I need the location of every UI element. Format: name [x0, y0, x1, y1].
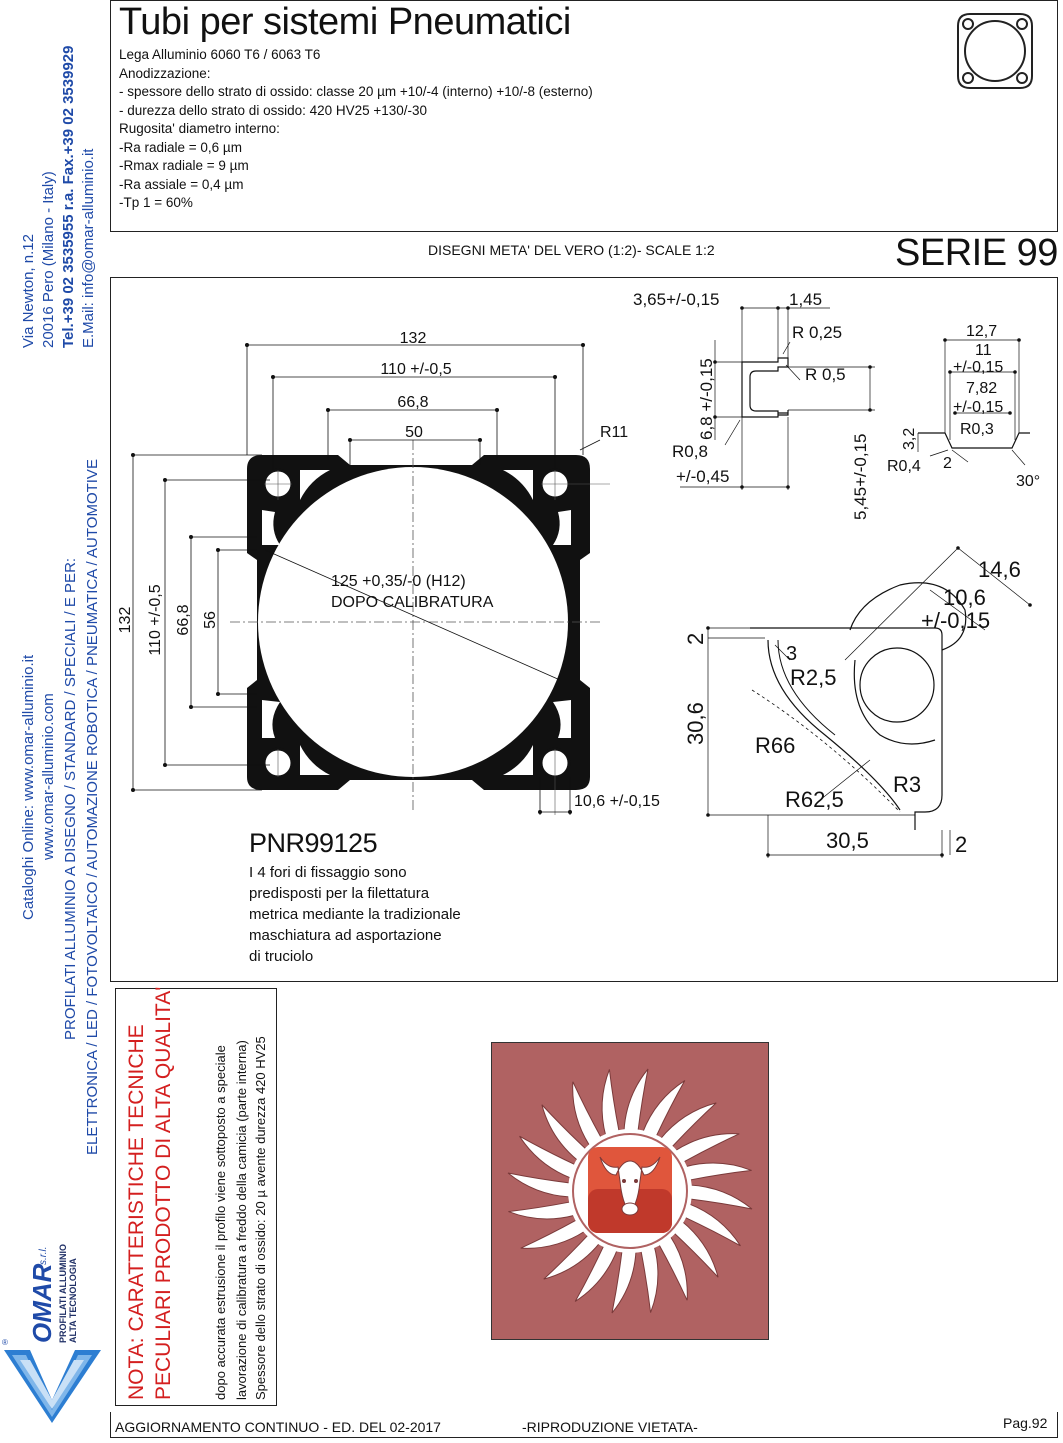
rights-note: -RIPRODUZIONE VIETATA-	[522, 1419, 698, 1435]
nota-text-2: lavorazione di calibratura a freddo della camicia (parte interna)	[234, 1040, 249, 1400]
dim-width-132: 132	[399, 330, 427, 347]
note-line: di truciolo	[249, 948, 314, 965]
sectors-line-1: PROFILATI ALLUMINIO A DISEGNO / STANDARD / SPECIALI / E PER:	[62, 557, 79, 1040]
dim-bore-note: DOPO CALIBRATURA	[331, 594, 494, 611]
spec-line: -Tp 1 = 60%	[119, 195, 193, 210]
address-line-1: Via Newton, n.12	[20, 234, 37, 348]
dim-slot-6-8: 6,8 +/-0,15	[697, 358, 716, 440]
dim-bore: 125 +0,35/-0 (H12)	[331, 573, 466, 590]
dim-groove-11: 11	[975, 342, 992, 359]
profile-code: PNR99125	[249, 828, 378, 858]
slot-detail	[633, 290, 875, 520]
dim-corner-r2-5: R2,5	[790, 665, 837, 690]
note-line: metrica mediante la tradizionale	[249, 906, 461, 923]
logo-suffix: s.r.l.	[38, 1246, 49, 1265]
dim-corner-tolerance: +/-0,15	[921, 608, 991, 633]
dim-slot-tolerance: +/-0,45	[676, 467, 730, 486]
dim-corner-r3: R3	[893, 772, 922, 797]
sectors-line-2: ELETTRONICA / LED / FOTOVOLTAICO / AUTOMAZIONE ROBOTICA / PNEUMATICA / AUTOMOTIVE	[84, 459, 101, 1155]
quality-badge	[491, 1042, 769, 1340]
note-line: maschiatura ad asportazione	[249, 927, 442, 944]
spec-line: Rugosita' diametro interno:	[119, 121, 280, 136]
phone-fax: Tel.+39 02 3535955 r.a. Fax.+39 02 3539929	[60, 45, 77, 348]
dim-corner-10-6: 10,6	[943, 585, 986, 610]
dim-groove-2: 2	[943, 455, 952, 472]
dim-corner-r66: R66	[755, 733, 796, 758]
nota-title-1: NOTA: CARATTERISTICHE TECNICHE	[125, 1024, 148, 1400]
dim-height-56: 56	[202, 611, 219, 629]
spec-line: -Rmax radiale = 9 µm	[119, 158, 249, 173]
dim-groove-r03: R0,3	[960, 421, 994, 438]
dim-corner-2a: 2	[683, 632, 708, 645]
email[interactable]: E.Mail: info@omar-alluminio.it	[80, 148, 97, 348]
serie-label: SERIE 99	[895, 232, 1058, 274]
dim-corner-30-6: 30,6	[683, 702, 708, 745]
dim-height-110: 110 +/-0,5	[147, 584, 164, 656]
profile-note	[249, 862, 461, 967]
spec-line: Anodizzazione:	[119, 65, 211, 81]
logo-name: OMAR	[27, 1263, 57, 1343]
dim-corner-2b: 2	[955, 832, 968, 857]
dim-corner-14-6: 14,6	[978, 557, 1021, 582]
note-line: I 4 fori di fissaggio sono	[249, 864, 407, 881]
dim-slot-r025: R 0,25	[792, 323, 843, 342]
edition-note: AGGIORNAMENTO CONTINUO - ED. DEL 02-2017	[115, 1419, 441, 1435]
dim-slot-r08: R0,8	[672, 442, 708, 461]
dim-groove-tol-2: +/-0,15	[953, 399, 1004, 416]
heatsink-emblem-icon	[492, 1043, 768, 1339]
dim-groove-tol-1: +/-0,15	[953, 359, 1004, 376]
dim-groove-12-7: 12,7	[966, 323, 998, 340]
omar-logo	[0, 1195, 105, 1430]
catalog-link-1[interactable]: Cataloghi Online: www.omar-alluminio.it	[20, 654, 37, 920]
dim-groove-angle: 30°	[1016, 473, 1041, 490]
nota-text-3: Spessore dello strato di ossido: 20 µ avente durezza 420 HV25	[253, 1036, 268, 1400]
dim-slot-5-45: 5,45+/-0,15	[851, 433, 870, 520]
dim-hole: 10,6 +/-0,15	[574, 793, 660, 810]
dim-groove-3-2: 3,2	[901, 427, 918, 450]
dim-groove-r04: R0,4	[887, 458, 921, 475]
dim-height-66-8: 66,8	[175, 604, 192, 636]
dim-corner-r62-5: R62,5	[785, 787, 844, 812]
dim-radius-r11: R11	[600, 424, 629, 441]
svg-text:®: ®	[2, 1338, 8, 1347]
spec-line: -Ra radiale = 0,6 µm	[119, 139, 242, 155]
main-profile	[230, 440, 610, 815]
dim-width-66-8: 66,8	[397, 394, 429, 411]
nota-text-1: dopo accurata estrusione il profilo viene sottoposto a speciale	[213, 1045, 228, 1400]
logo-tagline-2: ALTA TECNOLOGIA	[68, 1258, 78, 1343]
dim-width-110: 110 +/-0,5	[380, 361, 452, 378]
dim-width-50: 50	[405, 424, 423, 441]
groove-detail	[887, 323, 1040, 490]
spec-line: - durezza dello strato di ossido: 420 HV25 +130/-30	[119, 102, 428, 118]
dim-corner-3: 3	[786, 643, 798, 665]
dim-groove-7-82: 7,82	[966, 380, 998, 397]
dim-height-132: 132	[117, 606, 134, 634]
nota-title-2: PECULIARI PRODOTTO DI ALTA QUALITA'	[152, 986, 175, 1400]
scale-note: DISEGNI META' DEL VERO (1:2)- SCALE 1:2	[428, 242, 715, 258]
dim-corner-30-5: 30,5	[826, 828, 869, 853]
catalog-link-2[interactable]: www.omar-alluminio.com	[40, 693, 57, 860]
address-line-2: 20016 Pero (Milano - Italy)	[40, 171, 57, 348]
page-number: Pag.92	[1003, 1415, 1048, 1431]
dim-slot-3-65: 3,65+/-0,15	[633, 290, 720, 309]
spec-line: Lega Alluminio 6060 T6 / 6063 T6	[119, 47, 321, 62]
dim-slot-1-45: 1,45	[789, 290, 823, 309]
corner-detail	[683, 546, 1032, 858]
dim-slot-r05: R 0,5	[805, 365, 846, 384]
spec-line: - spessore dello strato di ossido: classe 20 µm +10/-4 (interno) +10/-8 (esterno)	[119, 84, 593, 99]
logo-tagline-1: PROFILATI ALLUMINIO	[58, 1244, 68, 1343]
spec-line: -Ra assiale = 0,4 µm	[119, 176, 244, 192]
note-line: predisposti per la filettatura	[249, 885, 430, 902]
page-title: Tubi per sistemi Pneumatici	[119, 1, 571, 43]
